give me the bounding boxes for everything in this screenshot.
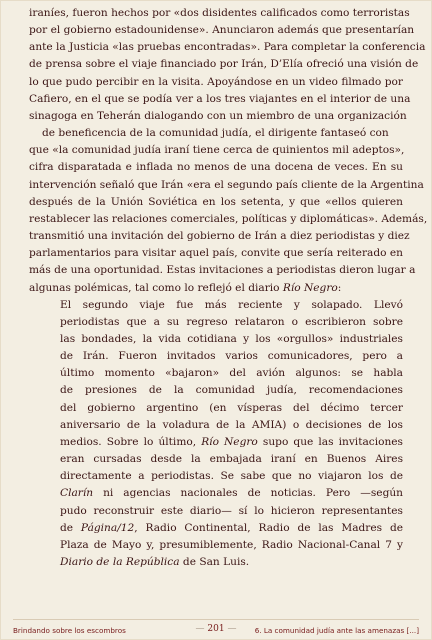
quote-line: del gobierno argentino (en vísperas del décimo tercer — [60, 401, 403, 414]
quote-line — [29, 434, 403, 451]
quote-line — [29, 485, 403, 502]
text-line: iraníes, fueron hechos por «dos disidentes calificados como terroristas — [29, 7, 410, 19]
text-run: algunas polémicas, tal como lo reflejó el diario — [29, 281, 283, 294]
dash-left: — — [195, 624, 205, 634]
text-line: transmitió una invitación del gobierno de Irán a diez periodistas y diez — [29, 230, 410, 243]
quote-line: de presiones de la comunidad judía, recomendaciones — [60, 384, 403, 397]
footer-divider — [13, 619, 419, 620]
book-title: Brindando sobre los escombros — [13, 626, 126, 635]
quote-line: El segundo viaje fue más reciente y solapado. Llevó — [60, 298, 403, 311]
text-line: Cafiero, en el que se podía ver a los tres viajantes en el interior de una — [29, 92, 411, 105]
text-line: después de la Unión Soviética en los setenta, y que «ellos quieren — [29, 195, 403, 208]
text-line: parlamentarios para visitar aquel país, convite que sería reiterado en — [29, 247, 403, 260]
text-run: , Radio Continental, Radio de las Madres de — [134, 521, 403, 534]
quote-line: directamente a periodistas. Se sabe que no viajaron los de — [60, 470, 403, 483]
quote-line: periodistas que a su regreso relataron o escribieron sobre — [60, 315, 403, 328]
text-run: supo que las invitaciones — [257, 435, 403, 448]
text-line: intervención señaló que Irán «era el segundo país cliente de la Argentina — [29, 178, 424, 191]
quote-line: eran cursadas desde la embajada iraní en Buenos Aires — [60, 453, 403, 466]
quote-line: pudo reconstruir este diario— sí lo hicieron representantes — [60, 504, 403, 517]
dash-right: — — [227, 624, 237, 634]
text-line: por el gobierno estadounidense». Anunciaron además que presentarían — [29, 24, 415, 37]
quote-line — [29, 554, 403, 571]
text-line: restablecer las relaciones comerciales, políticas y diplomáticas». Además, — [29, 212, 428, 225]
text-line: más de una oportunidad. Estas invitaciones a periodistas dieron lugar a — [29, 264, 416, 277]
quote-line — [29, 520, 403, 537]
text-line — [29, 280, 403, 297]
page-number: 201 — [207, 624, 225, 634]
quote-line: Plaza de Mayo y, presumiblemente, Radio Nacional-Canal 7 y — [60, 538, 403, 551]
text-line: sinagoga en Teherán dialogando con un miembro de una organización — [29, 109, 407, 122]
text-line: ante la Justicia «las pruebas encontradas». Para completar la conferencia — [29, 41, 426, 54]
text-run: de San Luis. — [179, 556, 250, 568]
chapter-title: 6. La comunidad judía ante las amenazas [...] — [254, 626, 419, 635]
newspaper-title: Río Negro — [282, 281, 338, 294]
text-run: de — [60, 521, 81, 534]
page-footer — [1, 624, 431, 638]
text-run: medios. Sobre lo último, — [60, 435, 202, 448]
quote-line: aniversario de la voladura de la AMIA) o decisiones de los — [60, 418, 403, 431]
quote-line: de Irán. Fueron invitados varios comunicadores, pero a — [60, 350, 403, 363]
quote-line: último momento «bajaron» del avión algunos: se habla — [60, 367, 403, 380]
text-line: de beneficencia de la comunidad judía, el dirigente fantaseó con — [42, 127, 389, 140]
text-line: cifra disparatada e inflada no menos de una docena de veces. En su — [29, 161, 403, 174]
quote-line: las bondades, la vida cotidiana y los «orgullos» industriales — [60, 332, 403, 345]
text-run: ni agencias nacionales de noticias. Pero —según — [93, 487, 403, 500]
newspaper-title: Clarín — [60, 487, 94, 500]
text-run: : — [337, 281, 342, 294]
text-line: que «la comunidad judía iraní tiene cerca de quinientos mil adeptos», — [29, 144, 405, 157]
text-line: lo que pudo percibir en la visita. Apoyándose en un video filmado por — [29, 75, 403, 88]
newspaper-title: Diario de la República — [60, 556, 180, 568]
newspaper-title: Página/12 — [80, 521, 135, 534]
text-line: de prensa sobre el viaje financiado por Irán, D’Elía ofreció una visión de — [29, 58, 419, 71]
newspaper-title: Río Negro — [201, 435, 258, 448]
body-text — [29, 5, 428, 571]
